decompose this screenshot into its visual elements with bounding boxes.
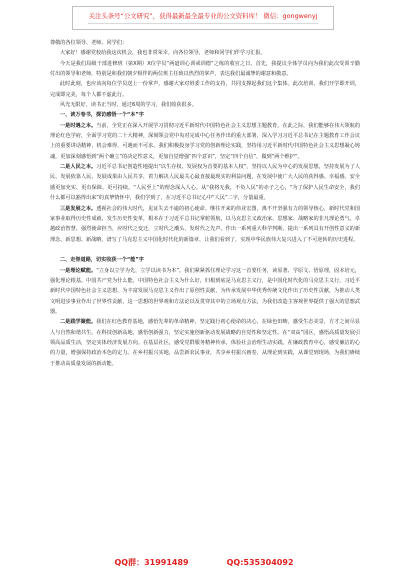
section-1-item-3 — [50, 204, 360, 245]
document-body — [50, 38, 360, 369]
section-1-item-2 — [50, 162, 360, 203]
item-lead: 一是理论赋能。 — [60, 267, 97, 274]
greeting: 尊敬的各位领导、老师、同学们： — [50, 40, 128, 46]
section-1-item-1 — [50, 121, 360, 162]
banner-rule — [88, 23, 318, 24]
section-2-item-2 — [50, 317, 360, 369]
paragraph-1: 大家好！感谢党校给我这次机会，我也非常荣幸，向各位领导，老师和同学们作学习汇报。 — [60, 50, 266, 57]
paragraph-4: 风光无限好，读书正当时，通过6周的学习，我们收获很多。 — [60, 102, 197, 109]
footer — [0, 554, 408, 570]
item-text: 透视社会的伟大时代，见证失去不逾的初心使命。继往开来的伟业宏图，离不开坚强有力的领导核心，新时代党和国家事业取得历史性成就、发生历史性变革，根本在于习近平总书记掌舵领航，以马克思主义政治家、思想家、战略家的非凡理论勇气、卓越政治智慧、强烈使命担当，应时代之变迁，立时代之潮头，发时代之先声。作出一系列重大科学判断，提出一系列具有开创性意义的新理念、新思想、新战略，谱写了马克思主义中国化时代化的新篇章，让我们看到了，实现中华民族伟大复兴进入了不可逆转的历史进程。 — [50, 205, 361, 243]
item-text: 当前，全党正在深入开展学习贯彻习近平新时代中国特色社会主义思想主题教育。在此之际，我们能够在伟大领航的理论红色学府，全面学习党的二十大精神，深刻领会党中央对完成中心任务作出的重大部署，深入学习习近平总书记在主题教育工作会议上的重要讲话精神，机会难得，可遇而不可求。我们积极投身学习党的创新理论实践，坚持用习近平新时代中国特色社会主义思想凝心铸魂，更加深刻感悟到“两个确立”的决定性意义，更加自觉增强“四个意识”，坚定“四个自信”，做到“两个维护”。 — [50, 122, 361, 160]
paragraph-3: 此时此刻，也应该向每位学员送上一份掌声，感谢大家对班委工作的支持，共同支撑起我们这个集体。此次培训，我们开学即开训，完成即完美，每个人都不虚此行。 — [50, 81, 360, 98]
item-lead: 三是发展之本。 — [60, 205, 97, 212]
header-banner — [72, 6, 334, 30]
section-spacer — [50, 245, 360, 255]
item-text: 我们在红色教育基地，感悟先辈的革命精神，坚定践行初心使命的决心，在绿色田畴，感受生态美景，方才之间尽显人与自然和谐共生。在科技创新高地，感悟创新强力，坚定实施创新驱动发展战略的自觉性和坚定性。在“双高”园区，感悟高质量发展引领高品质生活，坚定实体经济发展方向。在基层社区，感受党群服务精神传承，体验社会治理生动实践。在廉政教育中心，感受廉洁的心的力量，增强保持政治本色的定力。在乡村振兴实地，品尝新农民事业，共享乡村振兴画卷，从理论到实践，从课堂到现场，为我们赓续于推动高质量发展的新动能。 — [50, 319, 361, 367]
section-2-item-1 — [50, 266, 360, 318]
item-lead: 二是践学聚能。 — [60, 319, 97, 326]
section-2-heading: 二、走脊道路，切实收获一个“能”字 — [60, 257, 144, 264]
item-text: “立身以立学为先，立学以读书为本”。我们紧紧抓住理论学习这一首要任务，读原著、学原文、悟原理，固本培元，强化理论根基。中国共产党为什么能，中国特色社会主义为什么好，归根到底是马克思主义行，是中国化时代化的马克思主义行。习近平新时代中国特色社会主义思想，为丰富发展马克思主义作出了原创性贡献，为传承发展中华优秀传统文化作出了历史性贡献，为推动人类文明进步事业作出了世界性贡献，这一思想的世界观和方法论以及贯穿其中的立场观点方法，为我们改造主客观世界提供了强大的思想武器。 — [50, 267, 360, 315]
footer-qq: QQ:535304092 — [226, 557, 294, 567]
item-text: 习近平总书记创造性地提出“以生存权、发展权为首要的基本人权”，坚持以人民为中心的发展思想，坚持发展为了人民、发展依靠人民、发展成果由人民共享，着力解决人民最关心最直接最现实的利益问题，在发展中使广大人民的获得感、幸福感、安全感更加充实、更有保障、更可持续。“人民至上”的理念深入人心。从“我将无我，不负人民”的赤子之心，“为了保护人民生命安全，我们什么都可以豁得出来”的真挚情怀中，我们学到了，在习近平总书记心中“人民”二字，分量最重。 — [50, 164, 360, 202]
paragraph-2: 今天是我们局级干部进修班（第X期）X位学员“两道训心训戒训德”之练的收官之日。首先，我提议全体学员向为我们此次受训辛勤付出的领导和老师，特别是和我们朝夕相伴的两位班主任致以热烈的掌声，表达我们最诚挚的谢意和敬意。 — [50, 60, 360, 78]
item-lead: 二是人民之本。 — [60, 164, 97, 171]
footer-qq-group: QQ群：31991489 — [114, 557, 189, 567]
banner-text: 关注头条号“公文研究”，获得最新最全最专业的公文资料库！ 微信：gongwenyj — [88, 12, 318, 20]
item-lead: 一是时遇之本。 — [60, 122, 97, 129]
section-1-heading: 一、读万卷书，探访感悟一个“本”字 — [60, 112, 144, 119]
